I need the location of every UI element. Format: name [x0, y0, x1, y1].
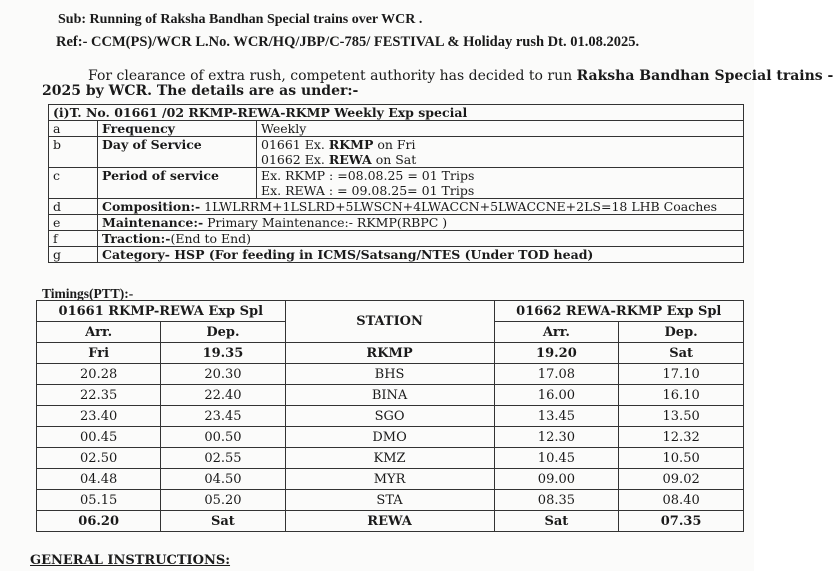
- up-dep-cell: 10.50: [619, 448, 744, 469]
- down-arr-cell: 06.20: [37, 511, 161, 532]
- down-arr-cell: 05.15: [37, 490, 161, 511]
- station-cell: BHS: [285, 364, 494, 385]
- row-value: Maintenance:- Primary Maintenance:- RKMP(RBPC ): [98, 215, 744, 231]
- row-key: Period of service: [98, 168, 257, 199]
- row-value: Composition:- 1LWLRRM+1LSLRD+5LWSCN+4LWACCN+5LWACCNE+2LS=18 LHB Coaches: [98, 199, 744, 215]
- up-arr-cell: 09.00: [494, 469, 619, 490]
- up-arr-cell: 19.20: [494, 343, 619, 364]
- row-value: 01661 Ex. RKMP on Fri 01662 Ex. REWA on Sat: [257, 137, 744, 168]
- timing-row: [37, 427, 744, 448]
- intro-line2: 2025 by WCR. The details are as under:-: [42, 83, 359, 99]
- down-dep-cell: 22.40: [161, 385, 285, 406]
- up-dep-cell: 12.32: [619, 427, 744, 448]
- up-arr-cell: 12.30: [494, 427, 619, 448]
- down-arr-cell: 20.28: [37, 364, 161, 385]
- timings-label: Timings(PTT):-: [42, 286, 134, 301]
- subject-line: Sub: Running of Raksha Bandhan Special trains over WCR .: [58, 12, 423, 27]
- reference-line: Ref:- CCM(PS)/WCR L.No. WCR/HQ/JBP/C-785/ FESTIVAL & Holiday rush Dt. 01.08.2025.: [56, 34, 640, 50]
- timing-row: [37, 448, 744, 469]
- row-key: Frequency: [98, 121, 257, 137]
- train-title: (i)T. No. 01661 /02 RKMP-REWA-RKMP Weekly Exp special: [49, 105, 744, 121]
- down-arr-cell: Fri: [37, 343, 161, 364]
- general-instructions-heading: GENERAL INSTRUCTIONS:: [30, 553, 231, 568]
- timing-row: [37, 343, 744, 364]
- up-train-title: 01662 REWA-RKMP Exp Spl: [494, 301, 743, 322]
- row-letter: e: [49, 215, 98, 231]
- down-arr-cell: 23.40: [37, 406, 161, 427]
- down-dep-cell: 23.45: [161, 406, 285, 427]
- station-header: STATION: [285, 301, 494, 343]
- row-letter: g: [49, 247, 98, 263]
- up-arr-cell: 10.45: [494, 448, 619, 469]
- station-cell: STA: [285, 490, 494, 511]
- down-arr-cell: 22.35: [37, 385, 161, 406]
- row-letter: a: [49, 121, 98, 137]
- timings-table: [36, 300, 744, 532]
- timing-row: [37, 406, 744, 427]
- up-dep-cell: Sat: [619, 343, 744, 364]
- up-arr-cell: 08.35: [494, 490, 619, 511]
- up-dep-cell: 13.50: [619, 406, 744, 427]
- station-cell: KMZ: [285, 448, 494, 469]
- station-cell: MYR: [285, 469, 494, 490]
- row-letter: c: [49, 168, 98, 199]
- down-dep-cell: 02.55: [161, 448, 285, 469]
- station-cell: DMO: [285, 427, 494, 448]
- up-dep-cell: 17.10: [619, 364, 744, 385]
- down-arr-cell: 00.45: [37, 427, 161, 448]
- timing-row: [37, 364, 744, 385]
- intro-bold-text: Raksha Bandhan Special trains -: [576, 68, 833, 84]
- up-arr-cell: 16.00: [494, 385, 619, 406]
- station-cell: RKMP: [285, 343, 494, 364]
- station-cell: SGO: [285, 406, 494, 427]
- down-dep-cell: 20.30: [161, 364, 285, 385]
- arr-header: Arr.: [494, 322, 619, 343]
- intro-text: For clearance of extra rush, competent authority has decided to run: [88, 68, 577, 84]
- dep-header: Dep.: [619, 322, 744, 343]
- up-dep-cell: 07.35: [619, 511, 744, 532]
- row-letter: f: [49, 231, 98, 247]
- down-arr-cell: 04.48: [37, 469, 161, 490]
- up-arr-cell: Sat: [494, 511, 619, 532]
- row-value: Ex. RKMP : =08.08.25 = 01 Trips Ex. REWA : = 09.08.25= 01 Trips: [257, 168, 744, 199]
- station-cell: REWA: [285, 511, 494, 532]
- row-key: Day of Service: [98, 137, 257, 168]
- row-value: Weekly: [257, 121, 744, 137]
- timing-row: [37, 469, 744, 490]
- train-details-table: [48, 104, 744, 263]
- down-train-title: 01661 RKMP-REWA Exp Spl: [37, 301, 286, 322]
- timing-row: [37, 385, 744, 406]
- down-dep-cell: Sat: [161, 511, 285, 532]
- up-dep-cell: 16.10: [619, 385, 744, 406]
- down-dep-cell: 19.35: [161, 343, 285, 364]
- intro-paragraph: [88, 68, 833, 84]
- arr-header: Arr.: [37, 322, 161, 343]
- up-arr-cell: 13.45: [494, 406, 619, 427]
- up-arr-cell: 17.08: [494, 364, 619, 385]
- timing-row: [37, 490, 744, 511]
- timing-row: [37, 511, 744, 532]
- up-dep-cell: 08.40: [619, 490, 744, 511]
- row-letter: b: [49, 137, 98, 168]
- up-dep-cell: 09.02: [619, 469, 744, 490]
- row-value: Category- HSP (For feeding in ICMS/Satsang/NTES (Under TOD head): [98, 247, 744, 263]
- down-dep-cell: 00.50: [161, 427, 285, 448]
- row-value: Traction:-(End to End): [98, 231, 744, 247]
- down-dep-cell: 05.20: [161, 490, 285, 511]
- row-letter: d: [49, 199, 98, 215]
- dep-header: Dep.: [161, 322, 285, 343]
- down-dep-cell: 04.50: [161, 469, 285, 490]
- station-cell: BINA: [285, 385, 494, 406]
- down-arr-cell: 02.50: [37, 448, 161, 469]
